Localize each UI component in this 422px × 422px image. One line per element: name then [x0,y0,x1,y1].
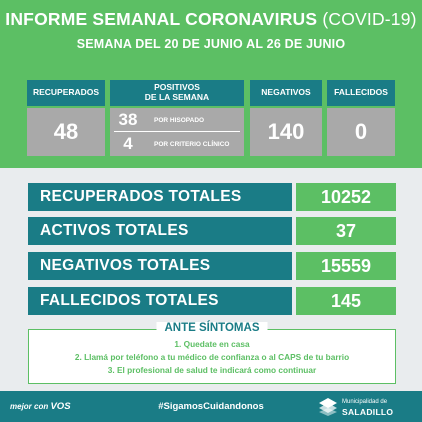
recuperados-week-value: 48 [27,108,105,156]
footer [0,391,422,422]
positivos-header-line2: DE LA SEMANA [144,92,210,102]
symptoms-advice-box [28,322,396,384]
total-label: FALLECIDOS TOTALES [28,287,292,315]
weekly-stats-panel [0,70,422,168]
total-row-negativos [28,252,396,280]
total-label: NEGATIVOS TOTALES [28,252,292,280]
total-label: RECUPERADOS TOTALES [28,183,292,211]
slogan-word: VOS [50,401,71,412]
recuperados-header: RECUPERADOS [27,80,105,106]
positivos-clinico-row [110,133,244,155]
positivos-header-line1: POSITIVOS [154,82,200,93]
positivos-hisopado-value: 38 [118,110,138,129]
total-label: ACTIVOS TOTALES [28,217,292,245]
advice-line-3: 3. El profesional de salud te indicará como continuar [107,365,317,375]
page-title [0,9,422,30]
header [0,0,422,70]
positivos-hisopado-row [110,109,244,131]
logo-small-text: Municipalidad de [342,399,388,405]
total-value: 10252 [296,183,396,211]
positivos-header [110,80,244,106]
slogan-prefix: mejor con [10,402,49,411]
negativos-week-value: 140 [250,108,322,156]
hashtag: #SigamosCuidandonos [158,401,264,412]
title-suffix: (COVID-19) [322,9,417,29]
fallecidos-header: FALLECIDOS [327,80,395,106]
total-value: 37 [296,217,396,245]
advice-title: ANTE SÍNTOMAS [157,322,268,334]
saladillo-logo-icon [318,397,338,417]
fallecidos-week-value: 0 [327,108,395,156]
positivos-week-box [110,108,244,156]
positivos-hisopado-label: POR HISOPADO [154,116,205,124]
total-row-recuperados [28,183,396,211]
week-range: SEMANA DEL 20 DE JUNIO AL 26 DE JUNIO [76,37,346,51]
positivos-clinico-label: POR CRITERIO CLÍNICO [154,140,230,148]
positivos-divider [114,131,240,132]
advice-line-1: 1. Quedate en casa [174,339,250,349]
logo-big-text: SALADILLO [342,407,394,417]
title-main: INFORME SEMANAL CORONAVIRUS [5,9,318,29]
total-row-fallecidos [28,287,396,315]
total-row-activos [28,217,396,245]
total-value: 15559 [296,252,396,280]
negativos-header: NEGATIVOS [250,80,322,106]
total-value: 145 [296,287,396,315]
municipality-logo [318,396,418,418]
positivos-clinico-value: 4 [123,134,133,153]
advice-line-2: 2. Llamá por teléfono a tu médico de confianza o al CAPS de tu barrio [74,352,350,362]
